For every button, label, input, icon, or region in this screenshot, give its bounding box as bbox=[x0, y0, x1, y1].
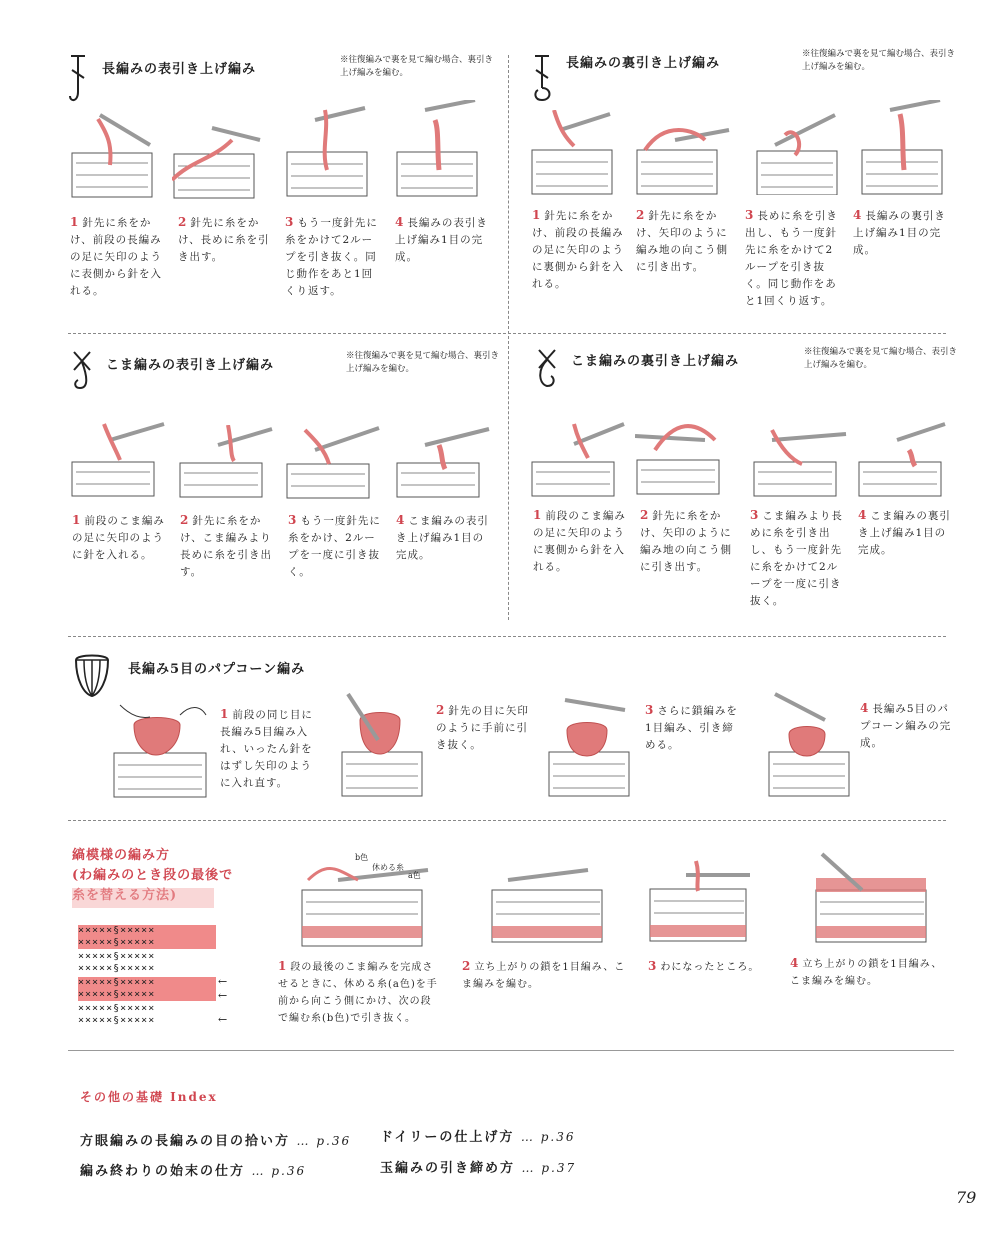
illustration-step-1 bbox=[70, 105, 160, 200]
chart-row: ×××××§××××× bbox=[78, 925, 216, 937]
step-4: 4 こま編みの裏引き上げ編み1目の完成。 bbox=[858, 508, 951, 556]
divider bbox=[68, 333, 946, 334]
yarn-label-rest: 休める糸 bbox=[372, 863, 404, 872]
arrow-left-icon: ← bbox=[218, 989, 228, 1002]
step-3: 3 こま編みより長めに糸を引き出し、もう一度針先に糸をかけて2ループを一度に引き抜く。 bbox=[750, 508, 843, 607]
index-item[interactable]: ドイリーの仕上げ方 … p.36 bbox=[380, 1130, 576, 1145]
illustration-step-4 bbox=[395, 425, 490, 500]
yarn-label-b: b色 bbox=[355, 853, 369, 862]
illustration-step-3 bbox=[752, 420, 847, 500]
divider bbox=[508, 55, 509, 620]
illustration-step-3 bbox=[755, 105, 845, 195]
section-note: ※往復編みで裏を見て編む場合、表引き上げ編みを編む。 bbox=[802, 49, 956, 72]
section-note: ※往復編みで裏を見て編む場合、裏引き上げ編みを編む。 bbox=[340, 55, 494, 78]
illustration-step-2 bbox=[172, 120, 262, 200]
step-3: 3 もう一度針先に糸をかけて2ループを引き抜く。同じ動作をあと1回くり返す。 bbox=[285, 215, 378, 297]
illustration-step-1 bbox=[110, 695, 220, 800]
chart-row: ×××××§××××× bbox=[78, 937, 216, 949]
chart-row: ×××××§××××× bbox=[78, 977, 216, 989]
index-item[interactable]: 編み終わりの始末の仕方 … p.36 bbox=[80, 1164, 307, 1179]
illustration-step-1 bbox=[530, 420, 625, 500]
step-1: 1 針先に糸をかけ、前段の長編みの足に矢印のように裏側から針を入れる。 bbox=[532, 208, 624, 290]
stitch-chart bbox=[78, 925, 238, 1025]
step-2: 2 立ち上がりの鎖を1目編み、こま編みを編む。 bbox=[462, 959, 626, 990]
illustration-step-2 bbox=[488, 860, 613, 945]
illustration-step-2 bbox=[178, 425, 273, 500]
illustration-step-3 bbox=[646, 855, 756, 945]
step-2: 2 針先に糸をかけ、矢印のように編み地の向こう側に引き出す。 bbox=[636, 208, 728, 273]
section-title: こま編みの裏引き上げ編み bbox=[571, 354, 740, 369]
illustration-step-3 bbox=[285, 420, 380, 500]
illustration-step-2 bbox=[338, 690, 433, 800]
illustration-step-3 bbox=[285, 100, 375, 200]
illustration-step-4 bbox=[765, 690, 860, 800]
illustration-step-2 bbox=[635, 120, 730, 195]
step-4: 4 長編み5目のパプコーン編みの完成。 bbox=[860, 701, 952, 749]
illustration-step-1 bbox=[298, 850, 438, 950]
illustration-step-4 bbox=[857, 420, 947, 500]
section-title: こま編みの表引き上げ編み bbox=[106, 358, 275, 373]
symbol-long-back-post-icon bbox=[532, 52, 554, 108]
illustration-step-4 bbox=[395, 100, 485, 200]
step-3: 3 わになったところ。 bbox=[648, 959, 760, 973]
illustration-step-3 bbox=[545, 690, 640, 800]
symbol-sc-back-post-icon bbox=[535, 346, 561, 394]
divider bbox=[68, 1050, 954, 1051]
section-note: ※往復編みで裏を見て編む場合、表引き上げ編みを編む。 bbox=[804, 347, 958, 370]
section-title: 縞模様の編み方 (わ編みのとき段の最後で bbox=[72, 848, 234, 883]
step-3: 3 もう一度針先に糸をかけ、2ループを一度に引き抜く。 bbox=[288, 513, 381, 578]
step-2: 2 針先に糸をかけ、矢印のように編み地の向こう側に引き出す。 bbox=[640, 508, 732, 573]
index-title: その他の基礎 Index bbox=[80, 1090, 218, 1104]
illustration-step-4 bbox=[860, 100, 950, 195]
divider bbox=[68, 636, 946, 637]
step-2: 2 針先に糸をかけ、こま編みより長めに糸を引き出す。 bbox=[180, 513, 272, 578]
step-1: 1 前段の同じ目に長編み5目編み入れ、いったん針をはずし矢印のように入れ直す。 bbox=[220, 707, 313, 789]
symbol-long-front-post-icon bbox=[68, 52, 88, 108]
section-title: 長編み5目のパプコーン編み bbox=[128, 662, 306, 677]
chart-row: ×××××§××××× bbox=[78, 989, 216, 1001]
step-4: 4 立ち上がりの鎖を1目編み、こま編みを編む。 bbox=[790, 956, 943, 987]
divider bbox=[68, 820, 946, 821]
arrow-left-icon: ← bbox=[218, 1013, 228, 1026]
yarn-label-a: a色 bbox=[408, 871, 421, 880]
chart-row: ×××××§××××× bbox=[78, 951, 156, 962]
step-2: 2 針先の目に矢印のように手前に引き抜く。 bbox=[436, 703, 529, 751]
symbol-sc-front-post-icon bbox=[70, 348, 96, 396]
arrow-left-icon: ← bbox=[218, 975, 228, 988]
step-3: 3 さらに鎖編みを1目編み、引き締める。 bbox=[645, 703, 738, 751]
step-1: 1 針先に糸をかけ、前段の長編みの足に矢印のように表側から針を入れる。 bbox=[70, 215, 162, 297]
step-1: 1 段の最後のこま編みを完成させるときに、休める糸(a色)を手前から向こう側にかけ、次の段で編む糸(b色)で引き抜く。 bbox=[278, 959, 438, 1024]
section-title: 長編みの裏引き上げ編み bbox=[566, 56, 721, 71]
step-4: 4 長編みの表引き上げ編み1目の完成。 bbox=[395, 215, 488, 263]
step-4: 4 こま編みの表引き上げ編み1目の完成。 bbox=[396, 513, 489, 561]
highlight-bar bbox=[72, 888, 214, 908]
illustration-step-2 bbox=[635, 420, 735, 500]
page-number: 79 bbox=[956, 1188, 977, 1207]
index-item[interactable]: 玉編みの引き締め方 … p.37 bbox=[380, 1161, 577, 1176]
step-1: 1 前段のこま編みの足に矢印のように針を入れる。 bbox=[72, 513, 165, 561]
step-2: 2 針先に糸をかけ、長めに糸を引き出す。 bbox=[178, 215, 270, 263]
chart-row: ×××××§××××× bbox=[78, 963, 156, 974]
section-title: 長編みの表引き上げ編み bbox=[102, 62, 257, 77]
step-4: 4 長編みの裏引き上げ編み1目の完成。 bbox=[853, 208, 946, 256]
chart-row: ×××××§××××× bbox=[78, 1015, 156, 1026]
step-1: 1 前段のこま編みの足に矢印のように裏側から針を入れる。 bbox=[533, 508, 626, 573]
illustration-step-4 bbox=[812, 850, 942, 945]
index-item[interactable]: 方眼編みの長編みの目の拾い方 … p.36 bbox=[80, 1134, 352, 1149]
section-note: ※往復編みで裏を見て編む場合、裏引き上げ編みを編む。 bbox=[346, 351, 500, 374]
illustration-step-1 bbox=[530, 110, 620, 195]
chart-row: ×××××§××××× bbox=[78, 1003, 156, 1014]
step-3: 3 長めに糸を引き出し、もう一度針先に糸をかけて2ループを引き抜く。同じ動作をあと1回くり返す。 bbox=[745, 208, 838, 307]
popcorn-symbol-icon bbox=[72, 650, 112, 704]
illustration-step-1 bbox=[70, 420, 165, 500]
